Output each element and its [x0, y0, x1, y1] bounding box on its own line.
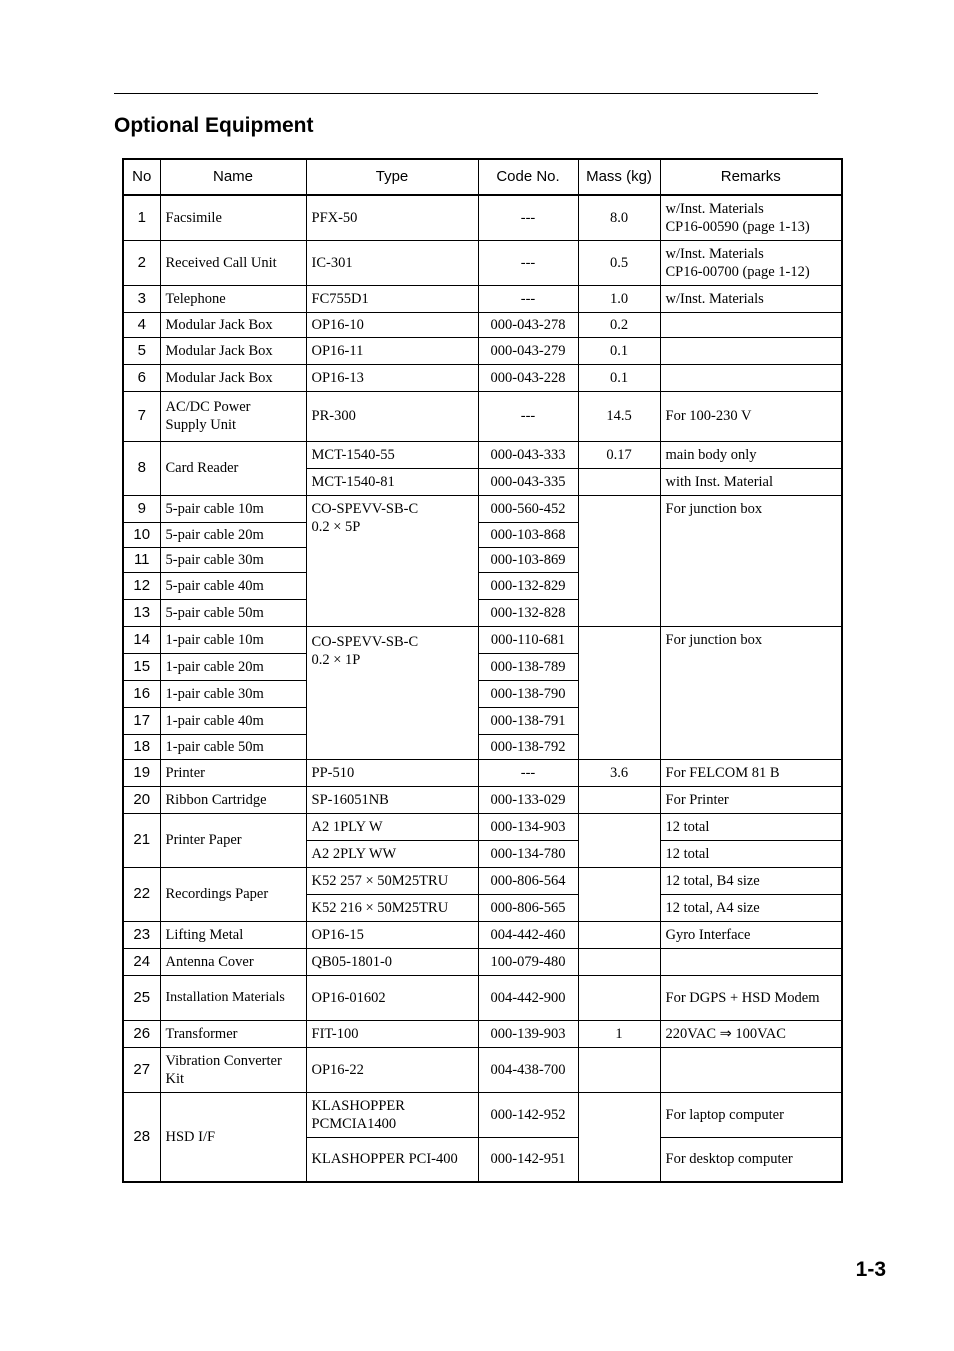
cell-name: Received Call Unit — [160, 240, 306, 285]
cell-no: 13 — [123, 599, 160, 626]
cell-type: QB05-1801-0 — [306, 948, 478, 975]
cell-mass: 3.6 — [578, 759, 660, 786]
column-header-type: Type — [306, 159, 478, 195]
cell-mass: 0.1 — [578, 364, 660, 391]
cell-no: 26 — [123, 1020, 160, 1047]
cell-remarks: For junction box — [660, 626, 842, 759]
table-row — [123, 1092, 842, 1137]
cell-mass — [578, 468, 660, 495]
table-row — [123, 759, 842, 786]
cell-no: 15 — [123, 653, 160, 680]
cell-type: PFX-50 — [306, 195, 478, 240]
table-row — [123, 195, 842, 240]
cell-type: K52 216 × 50M25TRU — [306, 894, 478, 921]
table-row — [123, 240, 842, 285]
cell-type: CO-SPEVV-SB-C 0.2 × 1P — [306, 626, 478, 759]
cell-name: Antenna Cover — [160, 948, 306, 975]
cell-type: MCT-1540-81 — [306, 468, 478, 495]
cell-no: 25 — [123, 975, 160, 1020]
cell-remarks: For DGPS + HSD Modem — [660, 975, 842, 1020]
table-row — [123, 391, 842, 441]
cell-mass: 0.5 — [578, 240, 660, 285]
cell-mass — [578, 626, 660, 759]
cell-type: A2 1PLY W — [306, 813, 478, 840]
column-header-mass: Mass (kg) — [578, 159, 660, 195]
cell-no: 7 — [123, 391, 160, 441]
cell-type: SP-16051NB — [306, 786, 478, 813]
cell-no: 12 — [123, 572, 160, 599]
cell-name: 5-pair cable 40m — [160, 572, 306, 599]
cell-mass: 0.2 — [578, 312, 660, 337]
cell-code: 000-132-828 — [478, 599, 578, 626]
cell-code: 000-138-790 — [478, 680, 578, 707]
cell-name: Installation Materials — [160, 975, 306, 1020]
cell-remarks: For desktop computer — [660, 1137, 842, 1182]
cell-name: 5-pair cable 50m — [160, 599, 306, 626]
cell-type: A2 2PLY WW — [306, 840, 478, 867]
cell-mass: 8.0 — [578, 195, 660, 240]
cell-name: 5-pair cable 30m — [160, 547, 306, 572]
cell-name: 1-pair cable 30m — [160, 680, 306, 707]
cell-code: 000-043-228 — [478, 364, 578, 391]
cell-name: Lifting Metal — [160, 921, 306, 948]
table-row — [123, 1020, 842, 1047]
cell-name: Printer Paper — [160, 813, 306, 867]
cell-remarks: w/Inst. Materials CP16-00700 (page 1-12) — [660, 240, 842, 285]
cell-name: HSD I/F — [160, 1092, 306, 1182]
cell-name: Modular Jack Box — [160, 312, 306, 337]
table-header-row — [123, 159, 842, 195]
cell-remarks — [660, 1047, 842, 1092]
cell-code: 000-134-780 — [478, 840, 578, 867]
cell-code: --- — [478, 759, 578, 786]
cell-no: 14 — [123, 626, 160, 653]
cell-mass — [578, 975, 660, 1020]
table-row — [123, 948, 842, 975]
cell-type: PR-300 — [306, 391, 478, 441]
table-row — [123, 867, 842, 894]
table-row — [123, 312, 842, 337]
cell-no: 9 — [123, 495, 160, 522]
cell-name: Vibration Converter Kit — [160, 1047, 306, 1092]
cell-code: 000-138-789 — [478, 653, 578, 680]
cell-no: 17 — [123, 707, 160, 734]
cell-code: --- — [478, 391, 578, 441]
cell-code: --- — [478, 195, 578, 240]
table-row — [123, 921, 842, 948]
cell-no: 2 — [123, 240, 160, 285]
cell-remarks: 12 total — [660, 840, 842, 867]
cell-mass: 14.5 — [578, 391, 660, 441]
table-row — [123, 495, 842, 522]
cell-code: 000-560-452 — [478, 495, 578, 522]
cell-name: Recordings Paper — [160, 867, 306, 921]
cell-no: 18 — [123, 734, 160, 759]
cell-remarks — [660, 364, 842, 391]
cell-no: 10 — [123, 522, 160, 547]
cell-type: MCT-1540-55 — [306, 441, 478, 468]
header-rule — [114, 93, 818, 94]
table-row — [123, 364, 842, 391]
cell-no: 5 — [123, 337, 160, 364]
cell-no: 27 — [123, 1047, 160, 1092]
cell-code: 000-142-951 — [478, 1137, 578, 1182]
cell-type: FIT-100 — [306, 1020, 478, 1047]
cell-code: 000-043-335 — [478, 468, 578, 495]
table-row — [123, 813, 842, 840]
cell-type: PP-510 — [306, 759, 478, 786]
cell-code: 000-806-565 — [478, 894, 578, 921]
page-title: Optional Equipment — [114, 114, 314, 137]
cell-type: KLASHOPPER PCMCIA1400 — [306, 1092, 478, 1137]
cell-code: 000-043-278 — [478, 312, 578, 337]
cell-code: 000-138-792 — [478, 734, 578, 759]
cell-remarks: w/Inst. Materials — [660, 285, 842, 312]
cell-code: --- — [478, 240, 578, 285]
cell-remarks: 12 total, B4 size — [660, 867, 842, 894]
cell-no: 8 — [123, 441, 160, 495]
cell-code: 000-139-903 — [478, 1020, 578, 1047]
cell-code: 004-442-460 — [478, 921, 578, 948]
cell-type: IC-301 — [306, 240, 478, 285]
cell-type: KLASHOPPER PCI-400 — [306, 1137, 478, 1182]
cell-code: 000-043-279 — [478, 337, 578, 364]
cell-name: 1-pair cable 50m — [160, 734, 306, 759]
cell-mass — [578, 1092, 660, 1182]
cell-no: 24 — [123, 948, 160, 975]
cell-code: 000-132-829 — [478, 572, 578, 599]
cell-remarks: with Inst. Material — [660, 468, 842, 495]
column-header-name: Name — [160, 159, 306, 195]
cell-mass — [578, 921, 660, 948]
cell-name: AC/DC Power Supply Unit — [160, 391, 306, 441]
cell-remarks: 12 total — [660, 813, 842, 840]
table-row — [123, 337, 842, 364]
cell-remarks — [660, 948, 842, 975]
cell-name: Modular Jack Box — [160, 337, 306, 364]
cell-type: OP16-10 — [306, 312, 478, 337]
cell-mass: 1 — [578, 1020, 660, 1047]
cell-name: 1-pair cable 20m — [160, 653, 306, 680]
cell-name: 5-pair cable 10m — [160, 495, 306, 522]
cell-name: Card Reader — [160, 441, 306, 495]
cell-code: 004-438-700 — [478, 1047, 578, 1092]
cell-name: Transformer — [160, 1020, 306, 1047]
cell-code: --- — [478, 285, 578, 312]
cell-remarks: For 100-230 V — [660, 391, 842, 441]
cell-code: 000-110-681 — [478, 626, 578, 653]
cell-type: K52 257 × 50M25TRU — [306, 867, 478, 894]
cell-type: OP16-13 — [306, 364, 478, 391]
cell-remarks: w/Inst. Materials CP16-00590 (page 1-13) — [660, 195, 842, 240]
table-row — [123, 975, 842, 1020]
cell-remarks: Gyro Interface — [660, 921, 842, 948]
cell-mass — [578, 495, 660, 626]
cell-mass — [578, 1047, 660, 1092]
cell-code: 000-806-564 — [478, 867, 578, 894]
cell-code: 000-138-791 — [478, 707, 578, 734]
cell-no: 20 — [123, 786, 160, 813]
cell-no: 22 — [123, 867, 160, 921]
cell-mass — [578, 786, 660, 813]
cell-type: OP16-22 — [306, 1047, 478, 1092]
cell-no: 28 — [123, 1092, 160, 1182]
cell-remarks: 220VAC ⇒ 100VAC — [660, 1020, 842, 1047]
column-header-no: No — [123, 159, 160, 195]
cell-no: 23 — [123, 921, 160, 948]
cell-code: 000-133-029 — [478, 786, 578, 813]
column-header-remarks: Remarks — [660, 159, 842, 195]
table-row — [123, 1047, 842, 1092]
cell-type: CO-SPEVV-SB-C 0.2 × 5P — [306, 495, 478, 626]
cell-remarks: For Printer — [660, 786, 842, 813]
cell-code: 000-103-868 — [478, 522, 578, 547]
cell-remarks: For laptop computer — [660, 1092, 842, 1137]
cell-code: 000-142-952 — [478, 1092, 578, 1137]
cell-no: 3 — [123, 285, 160, 312]
cell-no: 16 — [123, 680, 160, 707]
cell-name: Ribbon Cartridge — [160, 786, 306, 813]
table-row — [123, 626, 842, 653]
cell-mass — [578, 867, 660, 921]
cell-name: Modular Jack Box — [160, 364, 306, 391]
cell-code: 000-043-333 — [478, 441, 578, 468]
cell-mass: 0.1 — [578, 337, 660, 364]
column-header-code: Code No. — [478, 159, 578, 195]
cell-remarks: For junction box — [660, 495, 842, 626]
cell-type: OP16-15 — [306, 921, 478, 948]
cell-no: 6 — [123, 364, 160, 391]
cell-remarks — [660, 337, 842, 364]
table-row — [123, 786, 842, 813]
cell-type: FC755D1 — [306, 285, 478, 312]
cell-remarks: For FELCOM 81 B — [660, 759, 842, 786]
cell-mass: 0.17 — [578, 441, 660, 468]
table-row — [123, 285, 842, 312]
page-number: 1-3 — [855, 1258, 886, 1281]
cell-no: 11 — [123, 547, 160, 572]
cell-no: 4 — [123, 312, 160, 337]
cell-mass — [578, 813, 660, 867]
cell-code: 000-103-869 — [478, 547, 578, 572]
cell-name: 1-pair cable 40m — [160, 707, 306, 734]
cell-no: 1 — [123, 195, 160, 240]
cell-code: 100-079-480 — [478, 948, 578, 975]
cell-mass: 1.0 — [578, 285, 660, 312]
cell-no: 21 — [123, 813, 160, 867]
cell-name: Facsimile — [160, 195, 306, 240]
table-row — [123, 441, 842, 468]
cell-name: 5-pair cable 20m — [160, 522, 306, 547]
cell-remarks — [660, 312, 842, 337]
cell-type: OP16-11 — [306, 337, 478, 364]
cell-remarks: main body only — [660, 441, 842, 468]
cell-name: Printer — [160, 759, 306, 786]
optional-equipment-table — [122, 158, 843, 1183]
cell-mass — [578, 948, 660, 975]
cell-name: Telephone — [160, 285, 306, 312]
cell-type: OP16-01602 — [306, 975, 478, 1020]
cell-no: 19 — [123, 759, 160, 786]
cell-code: 000-134-903 — [478, 813, 578, 840]
cell-code: 004-442-900 — [478, 975, 578, 1020]
cell-name: 1-pair cable 10m — [160, 626, 306, 653]
cell-remarks: 12 total, A4 size — [660, 894, 842, 921]
